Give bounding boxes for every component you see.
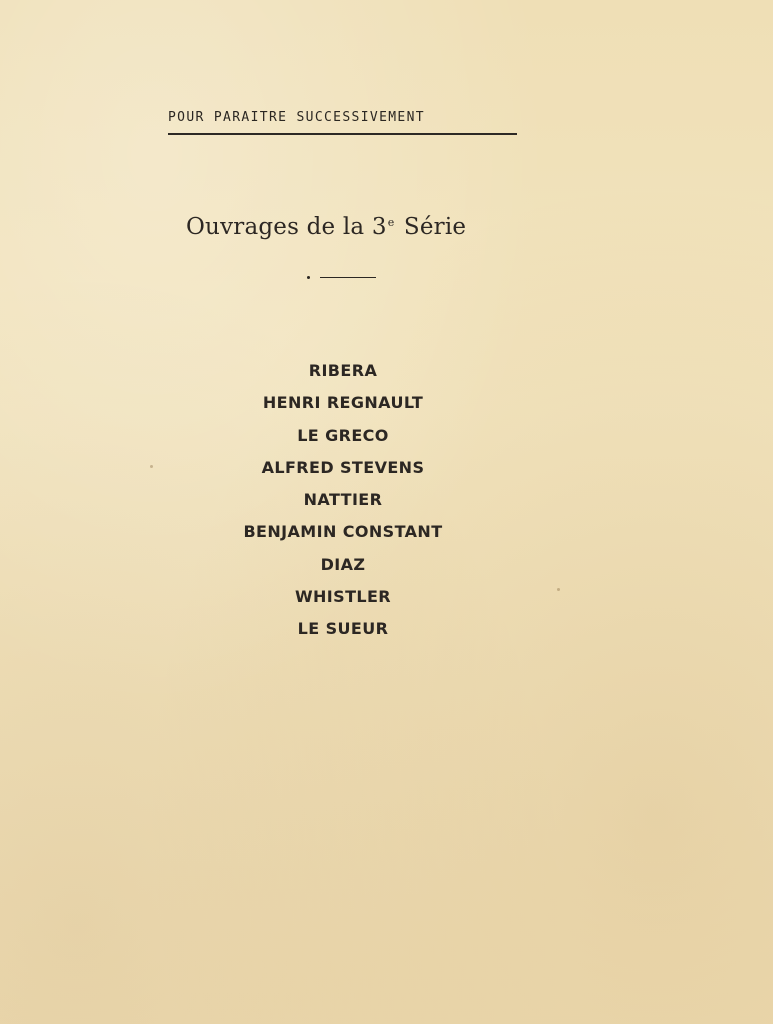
title-prefix: Ouvrages de la 3	[186, 214, 387, 240]
list-item: NATTIER	[303, 490, 383, 510]
list-item: RIBERA	[308, 361, 378, 380]
list-item: WHISTLER	[294, 587, 392, 607]
list-item: LE SUEUR	[297, 619, 389, 639]
list-item: LE GRECO	[297, 425, 389, 445]
announcement-text: POUR PARAITRE SUCCESSIVEMENT	[168, 110, 425, 125]
list-item: HENRI REGNAULT	[262, 393, 424, 413]
works-list	[236, 361, 450, 652]
title-ordinal-suffix: e	[387, 216, 395, 229]
announcement-header	[168, 110, 517, 135]
paper-speck	[557, 588, 560, 591]
title-rule-dot	[307, 276, 310, 279]
list-item: BENJAMIN CONSTANT	[243, 522, 443, 542]
paper-speck	[150, 465, 153, 468]
list-item: ALFRED STEVENS	[261, 457, 425, 477]
header-rule	[168, 133, 517, 135]
title-suffix: Série	[396, 214, 467, 240]
page-title	[186, 214, 466, 240]
list-item: DIAZ	[320, 554, 366, 574]
title-rule	[320, 277, 376, 278]
